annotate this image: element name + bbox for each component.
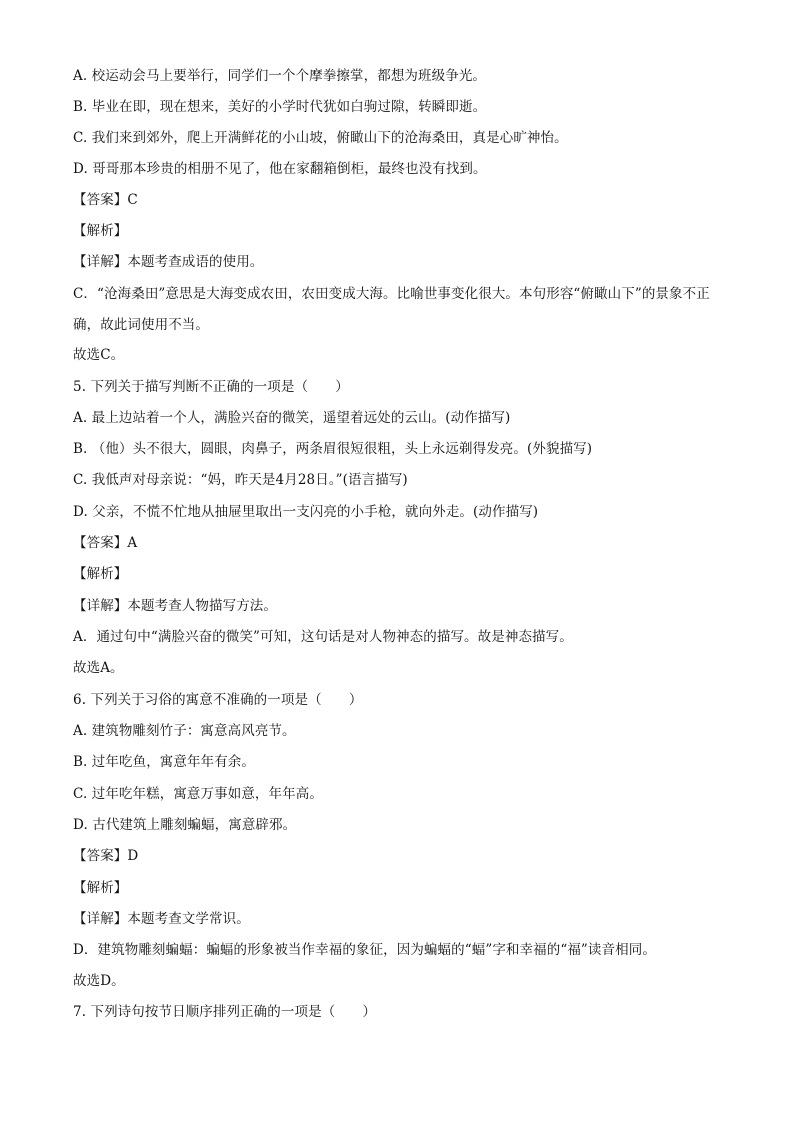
option-d-line: D. 古代建筑上雕刻蝙蝠，寓意辟邪。 xyxy=(73,817,297,833)
option-b-line: B. 过年吃鱼，寓意年年有余。 xyxy=(73,754,256,770)
question-5-title: 5. 下列关于描写判断不正确的一项是（ ） xyxy=(73,379,349,395)
answer-line: 【答案】A xyxy=(73,535,138,551)
analysis-heading: 【解析】 xyxy=(73,880,128,896)
option-b-line: B. 毕业在即，现在想来，美好的小学时代犹如白驹过隙，转瞬即逝。 xyxy=(73,99,487,115)
choice-line: 故选D。 xyxy=(73,973,125,989)
question-6-title: 6. 下列关于习俗的寓意不准确的一项是（ ） xyxy=(73,692,363,708)
answer-line: 【答案】D xyxy=(73,848,139,864)
choice-line: 故选C。 xyxy=(73,347,125,363)
option-c-line: C. 过年吃年糕，寓意万事如意，年年高。 xyxy=(73,786,323,802)
detail-line: 【详解】本题考查文学常识。 xyxy=(73,911,250,927)
option-c-line: C. 我低声对母亲说：“妈，昨天是4月28日。”(语言描写) xyxy=(73,472,408,488)
option-b-line: B. （他）头不很大，圆眼，肉鼻子，两条眉很短很粗，头上永远剃得发亮。(外貌描写) xyxy=(73,441,593,457)
analysis-heading: 【解析】 xyxy=(73,223,128,239)
explanation-line: D．建筑物雕刻蝙蝠：蝙蝠的形象被当作幸福的象征，因为蝙蝠的“蝠”字和幸福的“福”读音相同。 xyxy=(73,942,656,958)
option-d-line: D. 父亲，不慌不忙地从抽屉里取出一支闪亮的小手枪，就向外走。(动作描写) xyxy=(73,504,539,520)
question-7-title: 7. 下列诗句按节日顺序排列正确的一项是（ ） xyxy=(73,1004,377,1020)
option-a-line: A. 校运动会马上要举行，同学们一个个摩拳擦掌，都想为班级争光。 xyxy=(73,68,487,84)
choice-line: 故选A。 xyxy=(73,660,124,676)
analysis-heading: 【解析】 xyxy=(73,566,128,582)
option-a-line: A. 最上边站着一个人，满脸兴奋的微笑，遥望着远处的云山。(动作描写) xyxy=(73,410,511,426)
answer-line: 【答案】C xyxy=(73,192,138,208)
option-d-line: D. 哥哥那本珍贵的相册不见了，他在家翻箱倒柜，最终也没有找到。 xyxy=(73,161,487,177)
detail-line: 【详解】本题考查成语的使用。 xyxy=(73,254,264,270)
explanation-paragraph: C．“沧海桑田”意思是大海变成农田，农田变成大海。比喻世事变化很大。本句形容“俯瞰山下”的景象不正确，故此词使用不当。 xyxy=(73,286,710,333)
explanation-line: A．通过句中“满脸兴奋的微笑”可知，这句话是对人物神态的描写。故是神态描写。 xyxy=(73,629,573,645)
detail-line: 【详解】本题考查人物描写方法。 xyxy=(73,598,277,614)
option-a-line: A. 建筑物雕刻竹子：寓意高风亮节。 xyxy=(73,723,296,739)
option-c-line: C. 我们来到郊外，爬上开满鲜花的小山坡，俯瞰山下的沧海桑田，真是心旷神怡。 xyxy=(73,130,568,146)
